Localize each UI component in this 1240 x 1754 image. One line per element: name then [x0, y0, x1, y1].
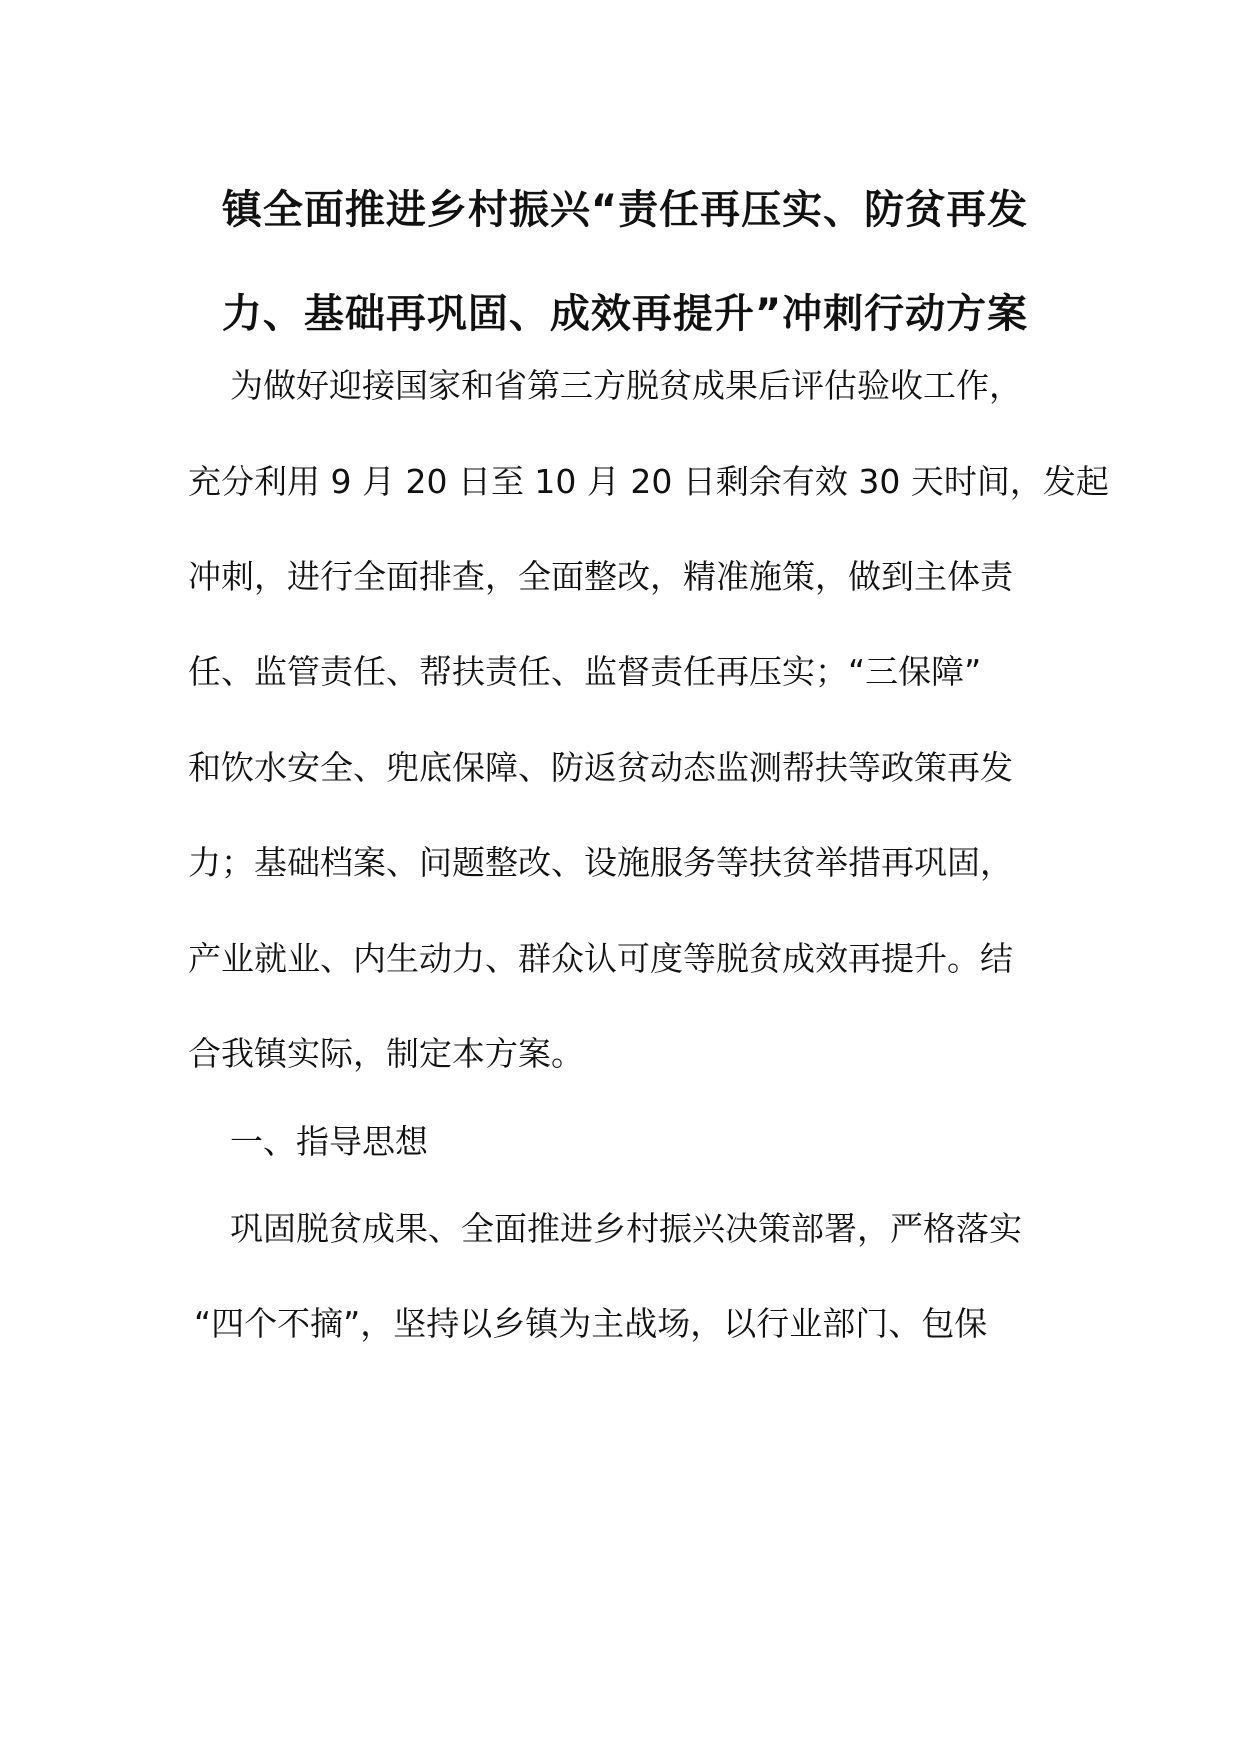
paragraph-1-line-1: 为做好迎接国家和省第三方脱贫成果后评估验收工作， — [230, 366, 1022, 405]
document-title — [190, 158, 1060, 366]
title-line-1: 镇全面推进乡村振兴“责任再压实、防贫再发 — [221, 187, 1029, 233]
paragraph-1-line-7: 产业就业、内生动力、群众认可度等脱贫成效再提升。结 — [188, 939, 1013, 978]
paragraph-1-line-4: 任、监管责任、帮扶责任、监督责任再压实；“三保障” — [188, 652, 982, 691]
paragraph-1-line-2: 充分利用 9 月 20 日至 10 月 20 日剩余有效 30 天时间，发起 — [188, 462, 1109, 501]
title-line-2: 力、基础再巩固、成效再提升”冲刺行动方案 — [221, 291, 1029, 337]
section-heading-guiding-ideology: 一、指导思想 — [230, 1122, 428, 1161]
section-1-line-1: 巩固脱贫成果、全面推进乡村振兴决策部署，严格落实 — [230, 1209, 1022, 1248]
paragraph-1-line-3: 冲刺，进行全面排查，全面整改，精准施策，做到主体责 — [188, 557, 1013, 596]
section-1-line-2: “四个不摘”，坚持以乡镇为主战场，以行业部门、包保 — [194, 1304, 988, 1343]
paragraph-1-line-8: 合我镇实际，制定本方案。 — [188, 1034, 584, 1073]
paragraph-1-line-5: 和饮水安全、兜底保障、防返贫动态监测帮扶等政策再发 — [188, 748, 1013, 787]
paragraph-1-line-6: 力；基础档案、问题整改、设施服务等扶贫举措再巩固， — [188, 843, 1013, 882]
